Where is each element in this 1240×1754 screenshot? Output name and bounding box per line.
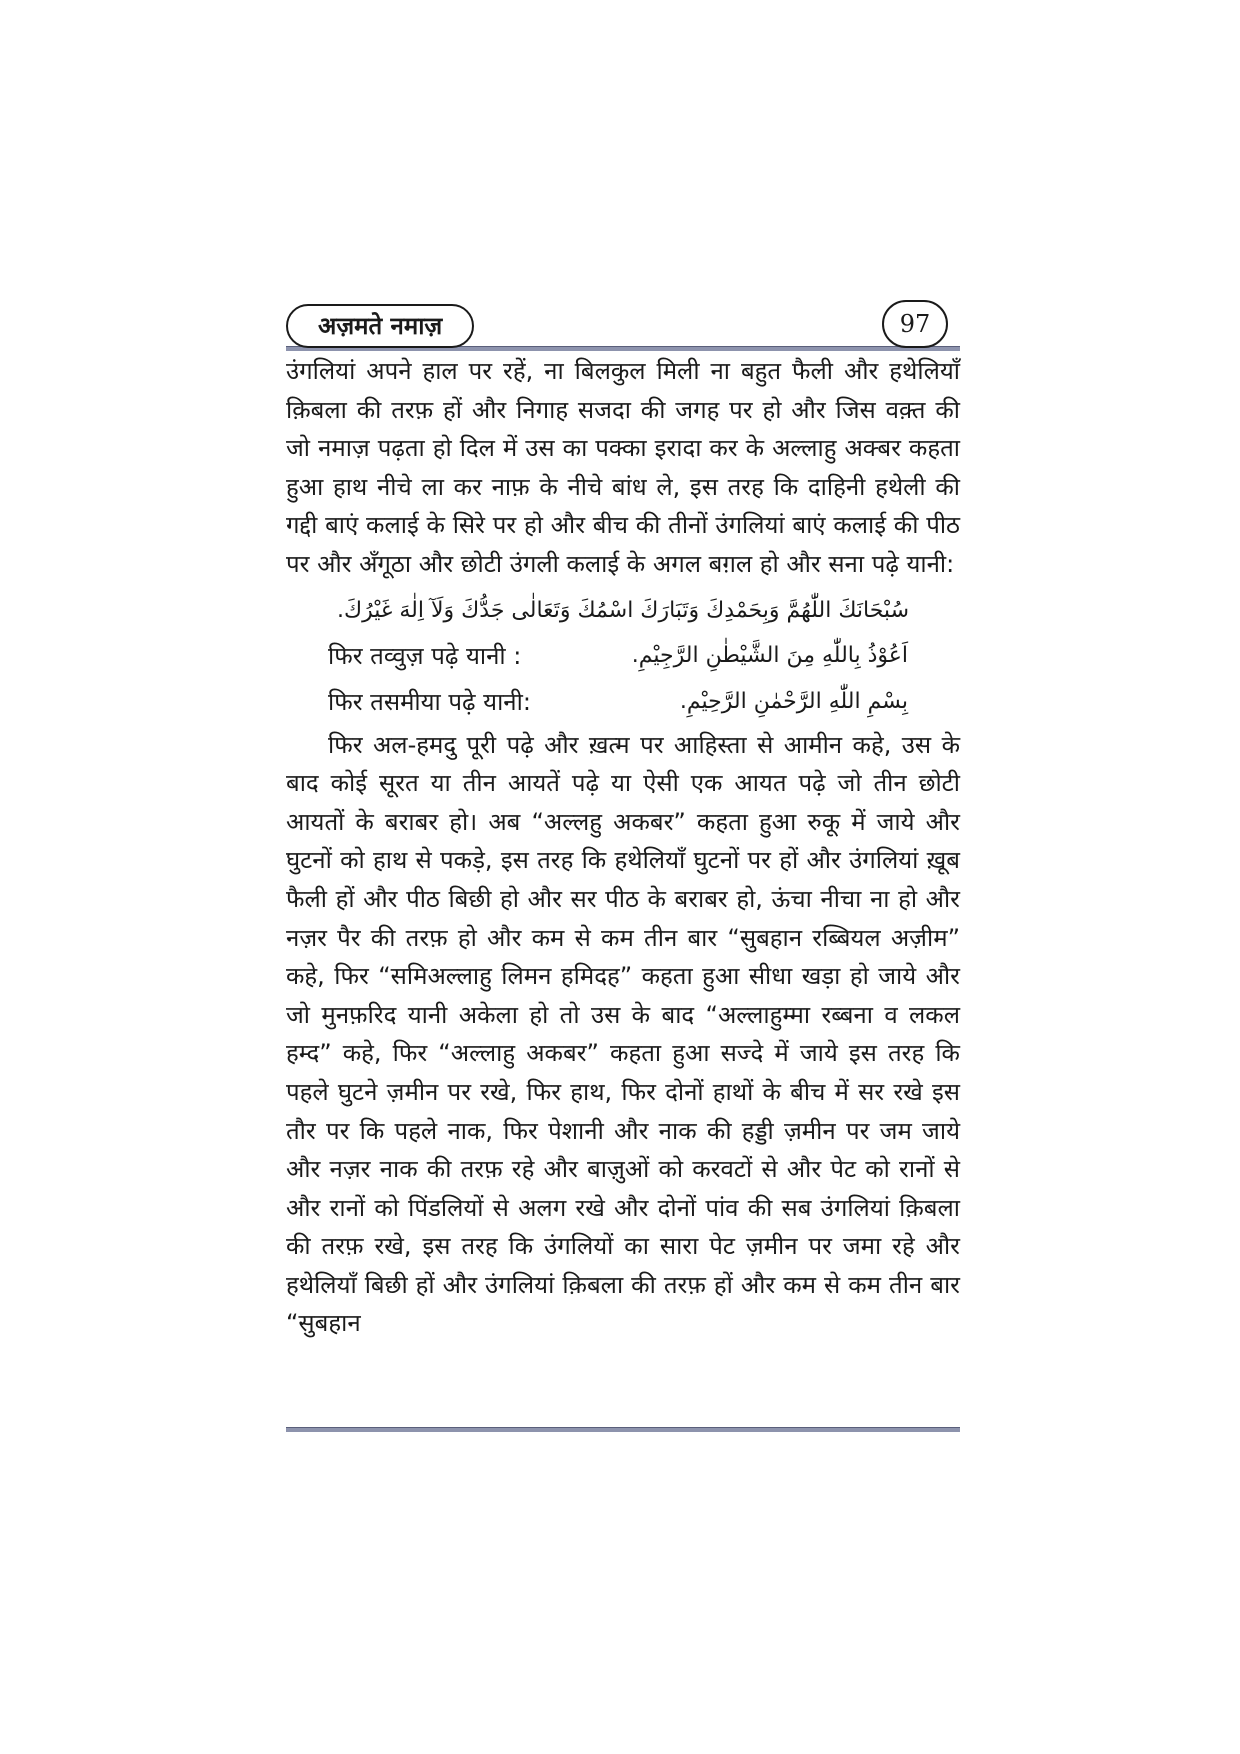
page-header	[286, 300, 960, 350]
paragraph-2: फिर अल-हमदु पूरी पढ़े और ख़त्म पर आहिस्ता से आमीन कहे, उस के बाद कोई सूरत या तीन आयतें पढ़े या ऐसी एक आयत पढ़े जो तीन छोटी आयतों के बराबर हो। अब “अल्लहु अकबर” कहता हुआ रुकू में जाये और घुटनों को हाथ से पकड़े, इस तरह कि हथेलियाँ घुटनों पर हों और उंगलियां ख़ूब फैली हों और पीठ बिछी हो और सर पीठ के बराबर हो, ऊंचा नीचा ना हो और नज़र पैर की तरफ़ हो और कम से कम तीन बार “सुबहान रब्बियल अज़ीम” कहे, फिर “समिअल्लाहु लिमन हमिदह” कहता हुआ सीधा खड़ा हो जाये और जो मुनफ़रिद यानी अकेला हो तो उस के बाद “अल्लाहुम्मा रब्बना व लकल हम्द” कहे, फिर “अल्लाहु अकबर” कहता हुआ सज्दे में जाये इस तरह कि पहले घुटने ज़मीन पर रखे, फिर हाथ, फिर दोनों हाथों के बीच में सर रखे इस तौर पर कि पहले नाक, फिर पेशानी और नाक की हड्डी ज़मीन पर जम जाये और नज़र नाक की तरफ़ रहे और बाज़ुओं को करवटों से और पेट को रानों से और रानों को पिंडलियों से अलग रखे और दोनों पांव की सब उंगलियां क़िबला की तरफ़ रखे, इस तरह कि उंगलियों का सारा पेट ज़मीन पर जमा रहे और हथेलियाँ बिछी हों और उंगलियां क़िबला की तरफ़ हों और कम से कम तीन बार “सुबहान	[286, 730, 960, 1338]
tasmiya-arabic: بِسْمِ اللّٰهِ الرَّحْمٰنِ الرَّحِيْمِ.	[679, 689, 908, 715]
taawwuz-label: फिर तव्वुज़ पढ़े यानी :	[328, 642, 522, 671]
arabic-sana: سُبْحَانَكَ اللّٰهُمَّ وَبِحَمْدِكَ وَتَبَارَكَ اسْمُكَ وَتَعَالٰى جَدُّكَ وَلَآ اِلٰهَ غَيْرُكَ.	[336, 597, 910, 623]
tasmiya-label: फिर तसमीया पढ़े यानी:	[328, 688, 531, 717]
book-title: अज़मते नमाज़	[286, 304, 474, 348]
page-body	[286, 352, 960, 1343]
taawwuz-row	[286, 634, 960, 680]
footer-rule	[286, 1427, 960, 1432]
taawwuz-arabic: اَعُوْذُ بِاللّٰهِ مِنَ الشَّيْطٰنِ الرَّجِيْمِ.	[631, 643, 908, 669]
paragraph-1: उंगलियां अपने हाल पर रहें, ना बिलकुल मिली ना बहुत फैली और हथेलियाँ क़िबला की तरफ़ हों और निगाह सजदा की जगह पर हो और जिस वक़्त की जो नमाज़ पढ़ता हो दिल में उस का पक्का इरादा कर के अल्लाहु अक्बर कहता हुआ हाथ नीचे ला कर नाफ़ के नीचे बांध ले, इस तरह कि दाहिनी हथेली की गद्दी बाएं कलाई के सिरे पर हो और बीच की तीनों उंगलियां बाएं कलाई की पीठ पर और अँगूठा और छोटी उंगली कलाई के अगल बग़ल हो और सना पढ़े यानी:	[286, 357, 961, 578]
tasmiya-row	[286, 680, 960, 726]
page-number: 97	[882, 300, 948, 348]
